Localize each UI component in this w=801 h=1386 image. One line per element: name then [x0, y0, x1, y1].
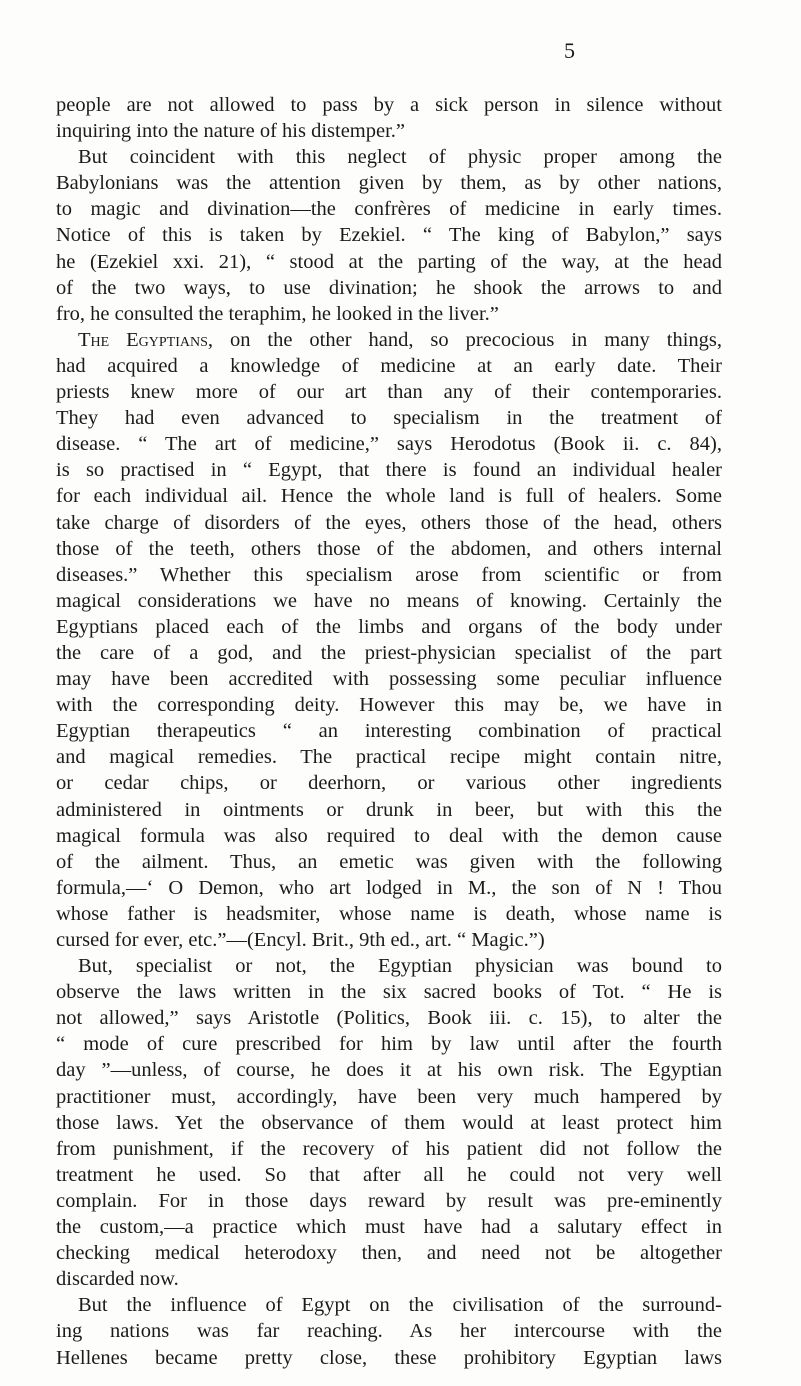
text-line — [56, 353, 722, 379]
text-line — [56, 640, 722, 666]
line-text: discarded now. — [56, 1268, 179, 1291]
line-text: people are not allowed to pass by a sick person in silence without — [56, 94, 722, 116]
text-line — [56, 1005, 722, 1031]
line-text: fro, he consulted the teraphim, he looked in the liver.” — [56, 302, 499, 325]
line-text: They had even advanced to specialism in the treatment of — [56, 407, 722, 430]
line-text: day ”—unless, of course, he does it at his own risk. The Egyptian — [56, 1059, 722, 1082]
text-line — [56, 1318, 722, 1344]
line-text: Notice of this is taken by Ezekiel. “ The king of Babylon,” says — [56, 224, 722, 247]
text-line — [56, 797, 722, 823]
text-line — [56, 666, 722, 692]
line-text: whose father is headsmiter, whose name is death, whose name is — [56, 902, 722, 925]
line-text: treatment he used. So that after all he could not very well — [56, 1163, 722, 1186]
line-text: ing nations was far reaching. As her intercourse with the — [56, 1320, 722, 1343]
line-text: But, specialist or not, the Egyptian physician was bound to — [78, 955, 722, 978]
line-text: diseases.” Whether this specialism arose from scientific or from — [56, 563, 722, 586]
text-line — [56, 1345, 722, 1371]
line-text: Babylonians was the attention given by them, as by other nations, — [56, 172, 722, 195]
line-text: from punishment, if the recovery of his patient did not follow the — [56, 1137, 722, 1160]
text-line — [56, 249, 722, 275]
text-line — [56, 1214, 722, 1240]
line-text: the care of a god, and the priest-physician specialist of the part — [56, 641, 722, 664]
line-text: observe the laws written in the six sacred books of Tot. “ He is — [56, 981, 722, 1004]
text-line — [56, 1188, 722, 1214]
line-text: those of the teeth, others those of the abdomen, and others internal — [56, 537, 722, 560]
text-line — [56, 614, 722, 640]
line-text: checking medical heterodoxy then, and need not be altogether — [56, 1242, 722, 1265]
text-line — [56, 823, 722, 849]
small-caps-lead: The Egyptians, — [78, 328, 214, 351]
text-line — [56, 1136, 722, 1162]
line-text: practitioner must, accordingly, have been very much hampered by — [56, 1085, 722, 1108]
text-line — [56, 222, 722, 248]
line-text: priests knew more of our art than any of their contemporaries. — [56, 381, 722, 404]
line-text: is so practised in “ Egypt, that there is found an individual healer — [56, 459, 722, 482]
line-text: had acquired a knowledge of medicine at an early date. Their — [56, 354, 722, 377]
text-line — [56, 744, 722, 770]
text-line — [56, 901, 722, 927]
line-text: Egyptian therapeutics “ an interesting combination of practical — [56, 720, 722, 743]
text-line — [56, 875, 722, 901]
line-text: not allowed,” says Aristotle (Politics, Book iii. c. 15), to alter the — [56, 1007, 722, 1030]
line-text: of the two ways, to use divination; he shook the arrows to and — [56, 276, 722, 299]
text-line — [56, 1266, 722, 1292]
line-text: complain. For in those days reward by result was pre-eminently — [56, 1189, 722, 1212]
text-line — [56, 196, 722, 222]
text-line — [56, 1292, 722, 1318]
line-text: magical formula was also required to deal with the demon cause — [56, 824, 722, 847]
line-text: for each individual ail. Hence the whole land is full of healers. Some — [56, 485, 722, 508]
text-line — [56, 1110, 722, 1136]
line-text: those laws. Yet the observance of them would at least protect him — [56, 1111, 722, 1134]
line-text: Hellenes became pretty close, these prohibitory Egyptian laws — [56, 1346, 722, 1369]
text-line — [56, 327, 722, 353]
line-text: But the influence of Egypt on the civilisation of the surround- — [78, 1294, 722, 1317]
text-line — [56, 718, 722, 744]
text-line — [56, 510, 722, 536]
text-line — [56, 1057, 722, 1083]
body-text — [56, 92, 722, 1371]
text-line — [56, 953, 722, 979]
text-line — [56, 1031, 722, 1057]
line-text: But coincident with this neglect of physic proper among the — [78, 146, 722, 169]
line-text: the custom,—a practice which must have had a salutary effect in — [56, 1216, 722, 1239]
page-number: 5 — [564, 38, 575, 63]
text-line — [56, 927, 722, 953]
text-line — [56, 170, 722, 196]
text-line — [56, 562, 722, 588]
text-line — [56, 483, 722, 509]
text-line — [56, 849, 722, 875]
line-text: administered in ointments or drunk in beer, but with this the — [56, 798, 722, 821]
text-line — [56, 405, 722, 431]
line-text: magical considerations we have no means of knowing. Certainly the — [56, 589, 722, 612]
text-line — [56, 92, 722, 118]
line-text: may have been accredited with possessing some peculiar influence — [56, 668, 722, 691]
text-line — [56, 275, 722, 301]
text-line — [56, 536, 722, 562]
line-text: and magical remedies. The practical recipe might contain nitre, — [56, 746, 722, 769]
line-text: to magic and divination—the confrères of medicine in early times. — [56, 198, 722, 221]
text-line — [56, 692, 722, 718]
text-line — [56, 588, 722, 614]
line-text: Egyptians placed each of the limbs and organs of the body under — [56, 615, 722, 638]
text-line — [56, 1084, 722, 1110]
line-text: “ mode of cure prescribed for him by law until after the fourth — [56, 1033, 722, 1056]
line-text: or cedar chips, or deerhorn, or various other ingredients — [56, 772, 722, 795]
text-line — [56, 1240, 722, 1266]
text-line — [56, 770, 722, 796]
text-line — [56, 979, 722, 1005]
text-line — [56, 301, 722, 327]
line-text: with the corresponding deity. However this may be, we have in — [56, 694, 722, 717]
text-line — [56, 379, 722, 405]
text-line — [56, 457, 722, 483]
line-text: of the ailment. Thus, an emetic was given with the following — [56, 850, 722, 873]
line-text: he (Ezekiel xxi. 21), “ stood at the parting of the way, at the head — [56, 250, 722, 273]
line-text: cursed for ever, etc.”—(Encyl. Brit., 9th ed., art. “ Magic.”) — [56, 929, 545, 951]
text-line — [56, 431, 722, 457]
text-line — [56, 1162, 722, 1188]
line-text: formula,—‘ O Demon, who art lodged in M., the son of N ! Thou — [56, 876, 722, 899]
text-line — [56, 118, 722, 144]
line-text: on the other hand, so precocious in many things, — [213, 328, 722, 351]
line-text: take charge of disorders of the eyes, others those of the head, others — [56, 511, 722, 534]
text-line — [56, 144, 722, 170]
line-text: disease. “ The art of medicine,” says Herodotus (Book ii. c. 84), — [56, 433, 722, 456]
line-text: inquiring into the nature of his distemper.” — [56, 120, 406, 143]
